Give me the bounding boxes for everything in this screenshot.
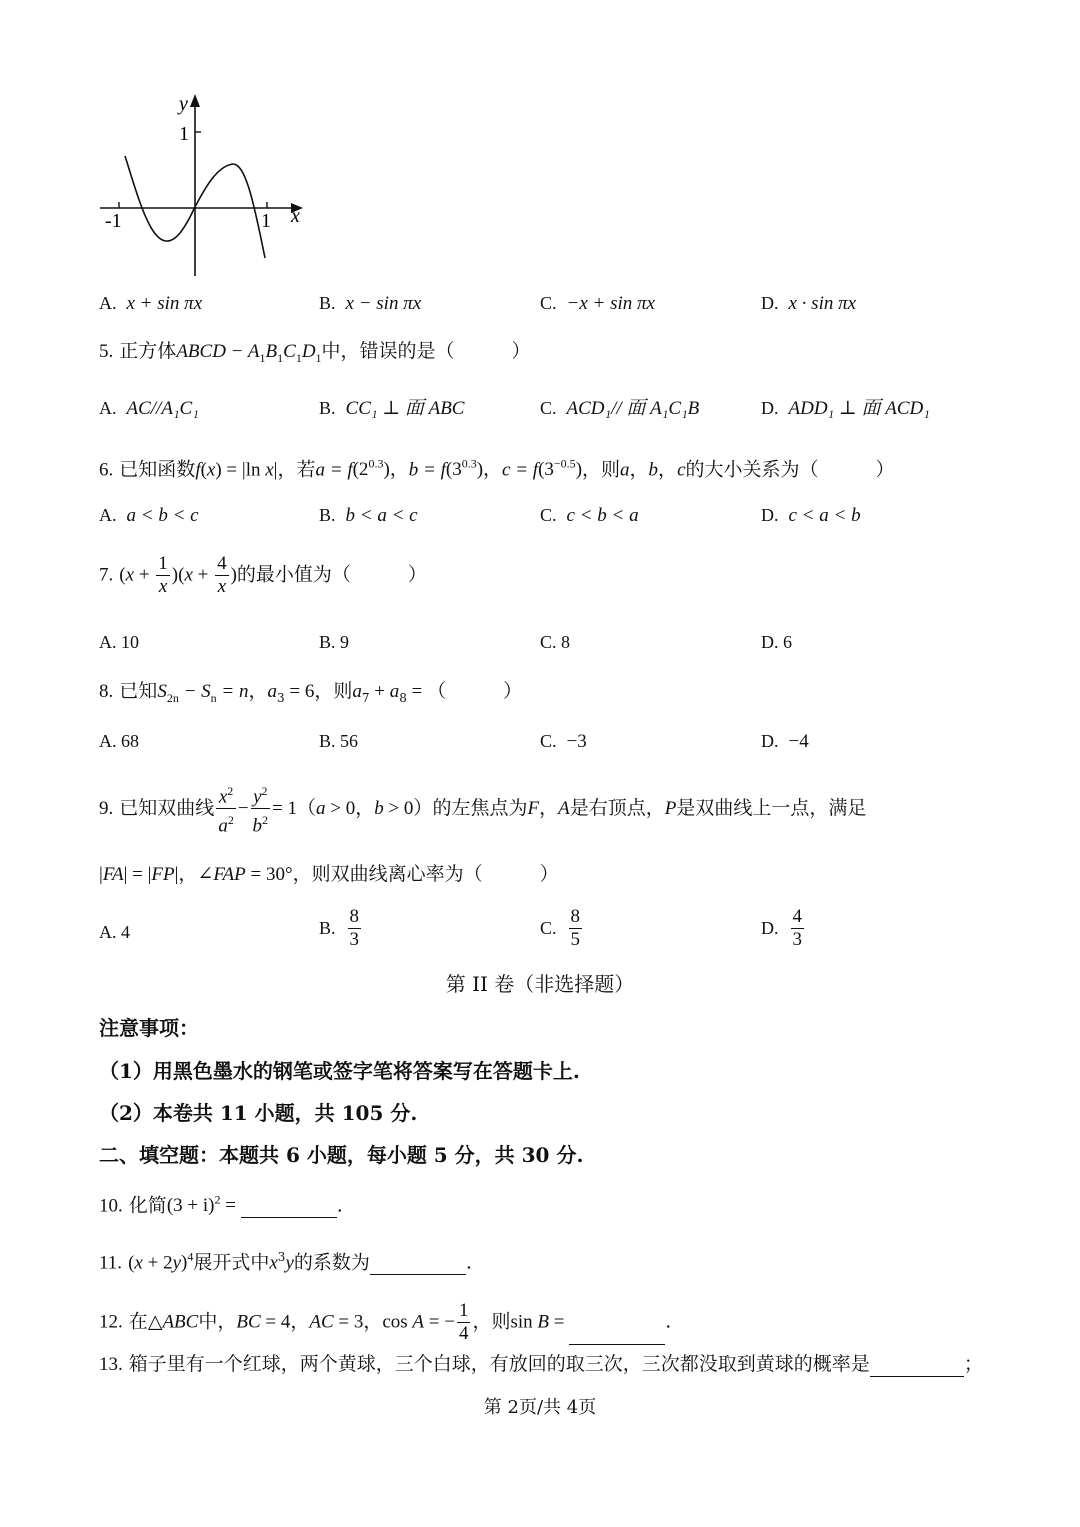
x-tick-label-neg: -1: [105, 210, 122, 232]
q5-option-d[interactable]: D. ADD₁ ⊥ 面 ACD₁: [761, 398, 930, 419]
q8-option-d[interactable]: D. −4: [761, 731, 809, 752]
q11-answer-blank[interactable]: [370, 1250, 466, 1275]
q12-frac: $\frac{1}{4}$: [458, 1300, 469, 1344]
q7-frac-1-over-x: $\frac{1}{x}$: [158, 553, 168, 597]
q6-b-def: b = f: [408, 459, 446, 481]
q5-stem: 5. 正方体ABCD − $A_1B_1C_1D_1$中，错误的是（ ）: [99, 340, 531, 365]
q7-stem: 7. (x + $\frac{1}{x}$ )(x + $\frac{4}{x}$ )的最小值为（ ）: [99, 553, 427, 597]
x-axis-label: x: [291, 205, 300, 227]
q4-option-d[interactable]: D. x · sin πx: [761, 293, 857, 314]
q6-option-a[interactable]: A. a < b < c: [99, 505, 199, 526]
q4-option-b[interactable]: B. x − sin πx: [319, 293, 422, 314]
function-graph: [95, 88, 315, 283]
q8-option-b[interactable]: B. 56: [319, 731, 359, 751]
q6-function-expr: f: [195, 459, 201, 481]
q8-option-a[interactable]: A. 68: [99, 731, 139, 751]
q5-option-b[interactable]: B. CC₁ ⊥ 面 ABC: [319, 398, 465, 419]
q4-option-c[interactable]: C. −x + sin πx: [540, 293, 655, 314]
notice-item-2: （2）本卷共 11 小题，共 105 分.: [99, 1101, 418, 1125]
y-axis-arrow: [190, 94, 200, 107]
q9-option-c[interactable]: C. $\frac{8}{5}$: [540, 906, 581, 950]
q9-option-d[interactable]: D. $\frac{4}{3}$: [761, 906, 802, 950]
q9-stem-line2: |FA| = |FP|，∠FAP = 30°，则双曲线离心率为（ ）: [99, 863, 559, 885]
q7-option-d[interactable]: D. 6: [761, 632, 792, 652]
q7-option-b[interactable]: B. 9: [319, 632, 350, 652]
q9-option-b[interactable]: B. $\frac{8}{3}$: [319, 906, 360, 950]
q10-answer-blank[interactable]: [241, 1193, 337, 1218]
q12-stem: 12. 在△ABC中，BC = 4，AC = 3，cos A = − $\frac{1}{4}$ ，则sin B = .: [99, 1300, 672, 1344]
q10-stem: 10. 化简$(3 + i)^2$ = .: [99, 1193, 343, 1217]
q8-stem: 8. 已知$S_{2n} - S_n = n$，$a_3 = 6$，则$a_7 + a_8$ = （ ）: [99, 680, 523, 705]
notice-item-1: （1）用黑色墨水的钢笔或签字笔将答案写在答题卡上.: [99, 1059, 580, 1083]
q12-answer-blank[interactable]: [569, 1320, 665, 1345]
q9-frac-y2-b2: $\frac{y^2}{b^2}$: [251, 780, 271, 838]
q9-stem-line1: 9. 已知双曲线 $\frac{x^2}{a^2}$ − $\frac{y^2}{b^2}$ = 1（a > 0，b > 0）的左焦点为F，A是右顶点，P是双曲线上一点，满足: [99, 780, 866, 838]
q7-option-c[interactable]: C. 8: [540, 632, 571, 652]
q9-frac-x2-a2: $\frac{x^2}{a^2}$: [216, 780, 236, 838]
q7-option-a[interactable]: A. 10: [99, 632, 139, 652]
q5-cube-expr: ABCD − $A_1B_1C_1D_1$: [176, 341, 322, 365]
q5-option-a[interactable]: A. AC//A₁C₁: [99, 398, 199, 419]
q7-frac-4-over-x: $\frac{4}{x}$: [217, 553, 227, 597]
q6-a-def: a = f: [315, 459, 353, 481]
x-tick-label-pos: 1: [261, 210, 271, 232]
q13-stem: 13. 箱子里有一个红球，两个黄球，三个白球，有放回的取三次，三次都没取到黄球的概率是 ；: [99, 1353, 983, 1375]
q6-stem: 6. 已知函数f(x) = |ln x|，若$a = f(2^{0.3})$，$b = f(3^{0.3})$，$c = f(3^{-0.5})$，则a，b，c的大小关系为（ ）: [99, 457, 895, 481]
notice-title: 注意事项：: [99, 1016, 199, 1040]
fill-in-section-heading: 二、填空题：本题共 6 小题，每小题 5 分，共 30 分.: [99, 1143, 584, 1167]
q8-condition: $S_{2n} - S_n = n$: [157, 681, 249, 705]
q5-option-c[interactable]: C. ACD₁// 面 A₁C₁B: [540, 398, 700, 419]
y-axis-label: y: [179, 93, 188, 115]
q13-answer-blank[interactable]: [870, 1352, 964, 1377]
q8-option-c[interactable]: C. −3: [540, 731, 587, 752]
q6-option-d[interactable]: D. c < a < b: [761, 505, 861, 526]
q6-option-b[interactable]: B. b < a < c: [319, 505, 418, 526]
q6-option-c[interactable]: C. c < b < a: [540, 505, 639, 526]
q11-stem: 11. $(x + 2y)^4$展开式中$x^3y$的系数为 .: [99, 1250, 472, 1274]
q4-option-a[interactable]: A. x + sin πx: [99, 293, 203, 314]
y-tick-label: 1: [179, 123, 189, 145]
section-title: 第 II 卷（非选择题）: [445, 972, 635, 996]
q6-c-def: c = f: [502, 459, 539, 481]
page-footer: 第 2页/共 4页: [483, 1397, 597, 1418]
q9-option-a[interactable]: A. 4: [99, 922, 130, 942]
